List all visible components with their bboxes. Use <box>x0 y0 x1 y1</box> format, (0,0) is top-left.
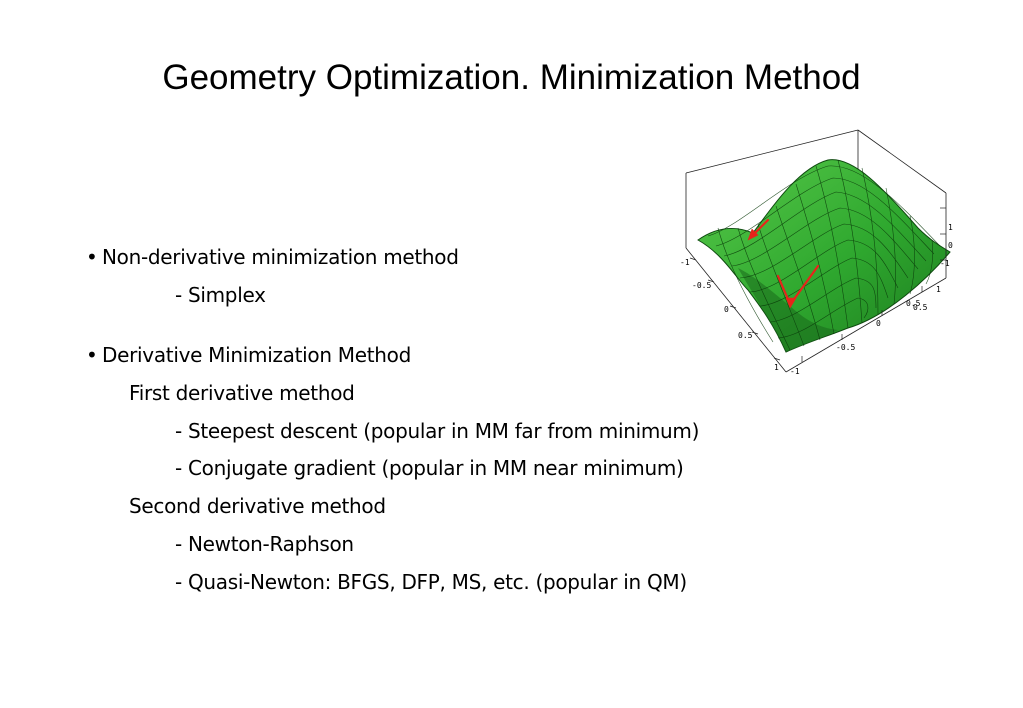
subheading-second-derivative: Second derivative method <box>129 494 386 518</box>
subheading-first-derivative: First derivative method <box>129 381 355 405</box>
bullet-heading: Derivative Minimization Method <box>102 343 411 367</box>
tick-label: 1 <box>936 285 941 294</box>
tick-label: -1 <box>680 258 690 267</box>
energy-surface <box>698 160 950 352</box>
tick-label: 0.5 <box>738 331 753 340</box>
bullet-non-derivative <box>86 244 459 270</box>
list-item: - Simplex <box>175 283 266 307</box>
list-item: - Conjugate gradient (popular in MM near minimum) <box>175 456 684 480</box>
tick-label: 0 <box>724 305 729 314</box>
bullet-marker: • <box>86 343 98 367</box>
list-item: - Quasi-Newton: BFGS, DFP, MS, etc. (popular in QM) <box>175 570 687 594</box>
tick-label: -1 <box>940 259 950 268</box>
tick-label: 1 <box>948 223 953 232</box>
bullet-heading: Non-derivative minimization method <box>102 245 459 269</box>
tick-label: 0.5 <box>913 303 928 312</box>
slide-title: Geometry Optimization. Minimization Method <box>162 58 861 97</box>
tick-label: 0 <box>876 319 881 328</box>
list-item: - Steepest descent (popular in MM far from minimum) <box>175 419 700 443</box>
tick-label: 0.5 <box>906 299 921 308</box>
tick-label: -0.5 <box>836 343 856 352</box>
bullet-marker: • <box>86 245 98 269</box>
tick-label: -1 <box>790 367 800 376</box>
tick-label: 1 <box>774 363 779 372</box>
list-item: - Newton-Raphson <box>175 532 354 556</box>
tick-label: -0.5 <box>692 281 712 290</box>
energy-surface-figure <box>678 128 961 378</box>
bullet-derivative <box>86 342 411 368</box>
tick-label: 0 <box>948 241 953 250</box>
